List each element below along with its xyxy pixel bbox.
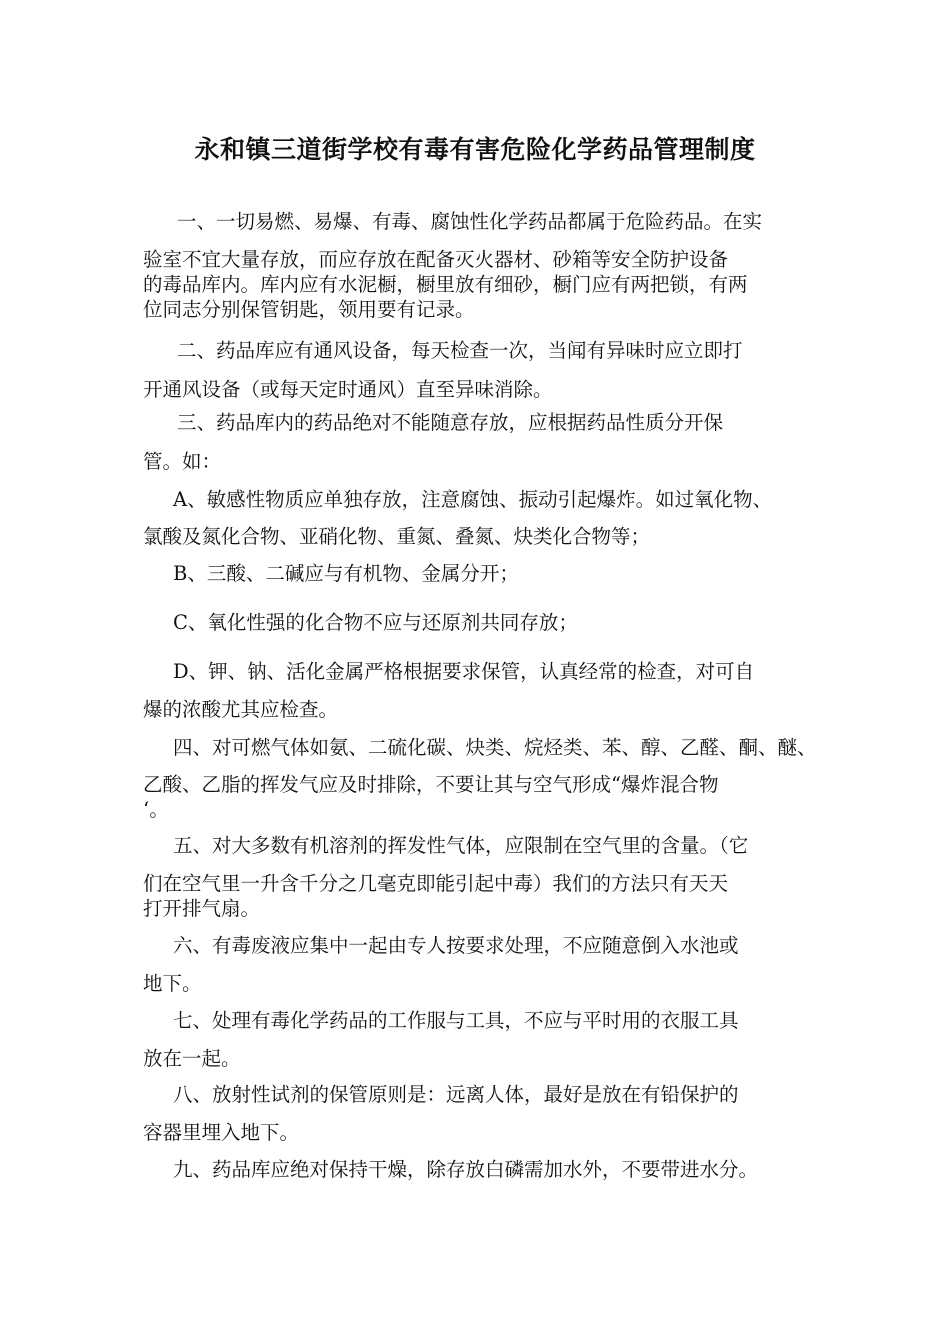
paragraph-line: 验室不宜大量存放，而应存放在配备灭火器材、砂箱等安全防护设备 (143, 248, 729, 271)
paragraph-line: 容器里埋入地下。 (143, 1121, 300, 1144)
paragraph-2 (143, 338, 813, 402)
paragraph-8 (143, 1082, 813, 1145)
paragraph-line: 一、一切易燃、易爆、有毒、腐蚀性化学药品都属于危险药品。在实 (177, 210, 763, 233)
paragraph-line: 们在空气里一升含千分之几毫克即能引起中毒）我们的方法只有天天 (143, 872, 729, 895)
paragraph-line: 三、药品库内的药品绝对不能随意存放，应根据药品性质分开保 (177, 411, 724, 434)
paragraph-line: 氯酸及氮化合物、亚硝化物、重氮、叠氮、炔类化合物等； (143, 525, 651, 548)
paragraph-line: 五、对大多数有机溶剂的挥发性气体，应限制在空气里的含量。（它 (173, 834, 749, 857)
paragraph-line: 打开排气扇。 (143, 897, 261, 920)
paragraph-line: 爆的浓酸尤其应检查。 (143, 698, 339, 721)
paragraph-line: 七、处理有毒化学药品的工作服与工具，不应与平时用的衣服工具 (173, 1009, 739, 1032)
paragraph-1 (143, 209, 813, 322)
paragraph-line: 开通风设备（或每天定时通风）直至异味消除。 (143, 378, 553, 401)
paragraph-7 (143, 1008, 813, 1071)
paragraph-line: A、敏感性物质应单独存放，注意腐蚀、振动引起爆炸。如过氧化物、 (173, 488, 773, 511)
paragraph-line: 四、对可燃气体如氨、二硫化碳、炔类、烷烃类、苯、醇、乙醛、酮、醚、 (173, 736, 817, 759)
paragraph-line: 管。如： (143, 450, 222, 473)
paragraph-line: 放在一起。 (143, 1047, 241, 1070)
paragraph-line: 九、药品库应绝对保持干燥，除存放白磷需加水外，不要带进水分。 (173, 1158, 759, 1181)
paragraph-line: B、三酸、二碱应与有机物、金属分开； (173, 562, 519, 585)
paragraph-a (143, 487, 813, 549)
paragraph-5 (143, 833, 813, 921)
paragraph-6 (143, 933, 813, 996)
paragraph-d (143, 659, 813, 722)
paragraph-3 (143, 410, 813, 474)
paragraph-line: D、钾、钠、活化金属严格根据要求保管，认真经常的检查，对可自 (173, 660, 755, 683)
paragraph-line: 地下。 (143, 972, 202, 995)
paragraph-line: 六、有毒废液应集中一起由专人按要求处理，不应随意倒入水池或 (173, 934, 739, 957)
paragraph-c (143, 610, 813, 635)
paragraph-line: 二、药品库应有通风设备，每天检查一次，当闻有异味时应立即打 (177, 339, 743, 362)
paragraph-b (143, 561, 813, 586)
paragraph-line: 乙酸、乙脂的挥发气应及时排除，不要让其与空气形成“爆炸混合物 (143, 773, 719, 796)
paragraph-line: C、氧化性强的化合物不应与还原剂共同存放； (173, 611, 578, 634)
paragraph-line: 位同志分别保管钥匙，领用要有记录。 (143, 298, 475, 321)
paragraph-9 (143, 1157, 813, 1182)
paragraph-line: ‘。 (143, 798, 169, 821)
paragraph-line: 的毒品库内。库内应有水泥橱，橱里放有细砂，橱门应有两把锁，有两 (143, 273, 748, 296)
document-title: 永和镇三道街学校有毒有害危险化学药品管理制度 (194, 135, 756, 164)
paragraph-line: 八、放射性试剂的保管原则是：远离人体，最好是放在有铅保护的 (173, 1083, 739, 1106)
paragraph-4 (143, 735, 817, 822)
